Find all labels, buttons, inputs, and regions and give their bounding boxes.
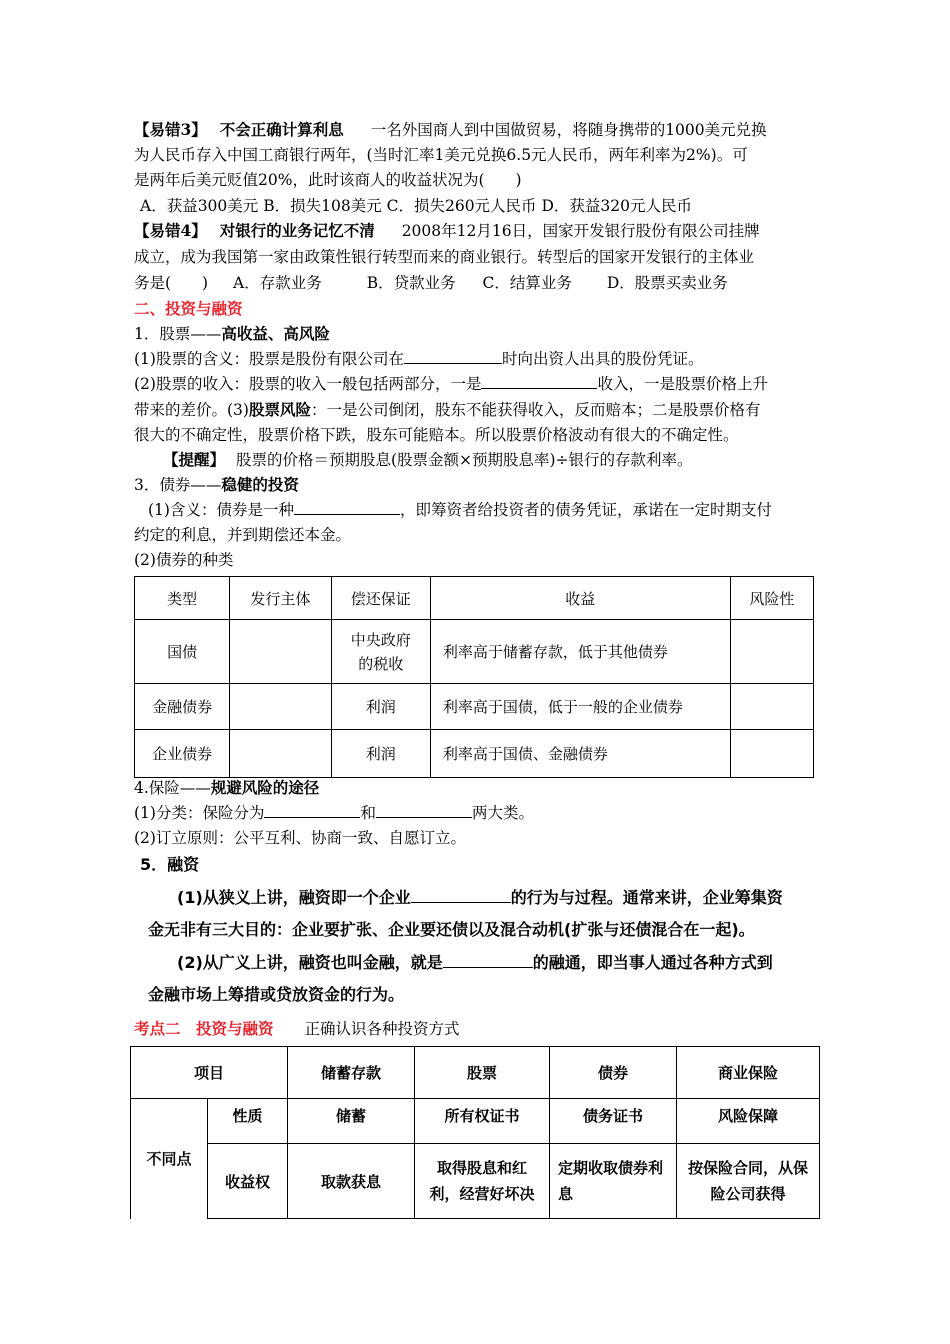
stock-income-tail: 收入，一是股票价格上升 bbox=[597, 375, 768, 393]
insurance-title-bold: 规避风险的途径 bbox=[210, 778, 320, 797]
insurance-title-lead: 4.保险—— bbox=[134, 779, 211, 797]
row-label: 收益权 bbox=[208, 1144, 288, 1219]
q4-option-b: B．贷款业务 bbox=[366, 274, 456, 292]
header-cell: 发行主体 bbox=[230, 577, 331, 620]
cell-income: 利率高于国债、金融债券 bbox=[430, 730, 730, 778]
insurance-class-mid: 和 bbox=[360, 804, 376, 822]
bond-title bbox=[134, 473, 299, 497]
header-cell: 储蓄存款 bbox=[288, 1047, 415, 1099]
q3-line2: 为人民币存入中国工商银行两年，(当时汇率1美元兑换6.5元人民币，两年利率为2%)。可 bbox=[134, 146, 748, 164]
q3-line3: 是两年后美元贬值20%，此时该商人的收益状况为( ) bbox=[134, 171, 522, 189]
header-cell: 债券 bbox=[550, 1047, 677, 1099]
stock-definition bbox=[134, 347, 703, 371]
cell-issuer bbox=[230, 620, 331, 684]
q4-option-a: A．存款业务 bbox=[233, 274, 322, 292]
insurance-title bbox=[134, 776, 319, 800]
fill-blank[interactable] bbox=[376, 803, 472, 818]
fill-blank[interactable] bbox=[404, 349, 502, 364]
group-cell: 不同点 bbox=[131, 1099, 208, 1219]
cell-risk bbox=[730, 620, 813, 684]
stock-def-tail: 时向出资人出具的股份凭证。 bbox=[501, 350, 704, 368]
header-cell: 股票 bbox=[415, 1047, 550, 1099]
insurance-principle: (2)订立原则：公平互利、协商一致、自愿订立。 bbox=[134, 829, 466, 847]
stock-risk-line2: 很大的不确定性，股票价格下跌，股东可能赔本。所以股票价格波动有很大的不确定性。 bbox=[134, 426, 739, 444]
finance-narrow-tail: 的行为与过程。通常来讲，企业筹集资 bbox=[510, 888, 783, 907]
bond-definition bbox=[148, 498, 772, 522]
bond-def-lead: (1)含义：债券是一种 bbox=[148, 501, 294, 519]
table-header-row bbox=[135, 577, 814, 620]
kaodian-tag: 考点二 投资与融资 bbox=[134, 1019, 274, 1038]
tip-line bbox=[163, 448, 693, 472]
cell-issuer bbox=[230, 730, 331, 778]
table-header-row bbox=[131, 1047, 820, 1099]
fill-blank[interactable] bbox=[294, 500, 400, 515]
row-label: 性质 bbox=[208, 1099, 288, 1144]
cell-insurance: 风险保障 bbox=[677, 1099, 820, 1144]
cell-type: 企业债券 bbox=[135, 730, 230, 778]
header-cell: 类型 bbox=[135, 577, 230, 620]
stock-title-bold: 高收益、高风险 bbox=[221, 324, 330, 343]
header-cell: 商业保险 bbox=[677, 1047, 820, 1099]
q4-line2: 成立，成为我国第一家由政策性银行转型而来的商业银行。转型后的国家开发银行的主体业 bbox=[134, 248, 755, 266]
finance-title: 5．融资 bbox=[140, 855, 200, 874]
finance-narrow-line2: 金无非有三大目的：企业要扩张、企业要还债以及混合动机(扩张与还债混合在一起)。 bbox=[148, 920, 755, 939]
stock-def-lead: (1)股票的含义：股票是股份有限公司在 bbox=[134, 350, 404, 368]
cell-bond: 债务证书 bbox=[550, 1099, 677, 1144]
header-cell: 偿还保证 bbox=[331, 577, 430, 620]
table-row bbox=[131, 1144, 820, 1219]
tip-text: 股票的价格＝预期股息(股票金额×预期股息率)÷银行的存款利率。 bbox=[235, 451, 693, 469]
insurance-class bbox=[134, 801, 534, 825]
q3-text: 一名外国商人到中国做贸易，将随身携带的1000美元兑换 bbox=[370, 121, 767, 139]
header-cell: 收益 bbox=[430, 577, 730, 620]
q3-topic: 不会正确计算利息 bbox=[219, 120, 344, 139]
cell-savings: 储蓄 bbox=[288, 1099, 415, 1144]
stock-risk bbox=[134, 398, 761, 422]
finance-broad-lead: (2)从广义上讲，融资也叫金融，就是 bbox=[177, 953, 443, 972]
cell-type: 国债 bbox=[135, 620, 230, 684]
cell-guarantee: 中央政府的税收 bbox=[331, 620, 430, 684]
cell-income: 利率高于储蓄存款，低于其他债券 bbox=[430, 620, 730, 684]
fill-blank[interactable] bbox=[443, 953, 533, 968]
cell-stock: 取得股息和红利，经营好坏决 bbox=[415, 1144, 550, 1219]
cell-guarantee: 利润 bbox=[331, 730, 430, 778]
cell-type: 金融债券 bbox=[135, 684, 230, 730]
cell-stock: 所有权证书 bbox=[415, 1099, 550, 1144]
q3-tag: 【易错3】 bbox=[134, 120, 207, 139]
finance-broad-tail: 的融通，即当事人通过各种方式到 bbox=[532, 953, 773, 972]
finance-narrow bbox=[177, 886, 783, 910]
table-row bbox=[135, 684, 814, 730]
header-cell: 风险性 bbox=[730, 577, 813, 620]
q3-line1 bbox=[134, 118, 767, 142]
cell-bond: 定期收取债券利息 bbox=[550, 1144, 677, 1219]
finance-broad-line2: 金融市场上筹措或贷放资金的行为。 bbox=[148, 985, 405, 1004]
q4-tag: 【易错4】 bbox=[134, 221, 207, 240]
stock-title bbox=[134, 322, 330, 346]
fill-blank[interactable] bbox=[411, 888, 511, 903]
cell-savings: 取款获息 bbox=[288, 1144, 415, 1219]
finance-narrow-lead: (1)从狭义上讲，融资即一个企业 bbox=[177, 888, 411, 907]
stock-income bbox=[134, 372, 768, 396]
fill-blank[interactable] bbox=[264, 803, 360, 818]
cell-income: 利率高于国债，低于一般的企业债券 bbox=[430, 684, 730, 730]
header-cell: 项目 bbox=[131, 1047, 288, 1099]
stock-income-lead: (2)股票的收入：股票的收入一般包括两部分，一是 bbox=[134, 375, 482, 393]
bond-table bbox=[134, 576, 814, 778]
bond-kinds: (2)债券的种类 bbox=[134, 551, 234, 569]
q4-option-c: C．结算业务 bbox=[482, 274, 572, 292]
kaodian-text: 正确认识各种投资方式 bbox=[304, 1020, 460, 1038]
insurance-class-lead: (1)分类：保险分为 bbox=[134, 804, 265, 822]
cell-issuer bbox=[230, 684, 331, 730]
stock-title-lead: 1．股票—— bbox=[134, 325, 222, 343]
kaodian-line bbox=[134, 1017, 459, 1041]
tip-tag: 【提醒】 bbox=[163, 450, 226, 469]
table-row bbox=[135, 620, 814, 684]
q4-line3 bbox=[134, 271, 728, 295]
risk-lead: 带来的差价。(3) bbox=[134, 401, 249, 419]
q4-text: 2008年12月16日，国家开发银行股份有限公司挂牌 bbox=[401, 222, 760, 240]
insurance-class-tail: 两大类。 bbox=[471, 804, 534, 822]
cell-insurance: 按保险合同，从保险公司获得 bbox=[677, 1144, 820, 1219]
bond-title-lead: 3．债券—— bbox=[134, 476, 222, 494]
risk-bold: 股票风险 bbox=[248, 400, 311, 419]
invest-table bbox=[130, 1046, 820, 1219]
cell-risk bbox=[730, 730, 813, 778]
bond-def-tail: ，即筹资者给投资者的债务凭证，承诺在一定时期支付 bbox=[399, 501, 772, 519]
q4-line1 bbox=[134, 219, 760, 243]
table-row bbox=[135, 730, 814, 778]
bond-def-line2: 约定的利息，并到期偿还本金。 bbox=[134, 526, 352, 544]
cell-guarantee: 利润 bbox=[331, 684, 430, 730]
finance-broad bbox=[177, 951, 773, 975]
q4-topic: 对银行的业务记忆不清 bbox=[219, 221, 375, 240]
q4-lead: 务是( ) bbox=[134, 274, 209, 292]
section2-heading: 二、投资与融资 bbox=[134, 299, 243, 318]
risk-tail: ：一是公司倒闭，股东不能获得收入，反而赔本；二是股票价格有 bbox=[310, 401, 761, 419]
fill-blank[interactable] bbox=[481, 374, 597, 389]
cell-risk bbox=[730, 684, 813, 730]
q4-option-d: D．股票买卖业务 bbox=[606, 274, 728, 292]
bond-title-bold: 稳健的投资 bbox=[221, 475, 299, 494]
q3-options: A．获益300美元 B．损失108美元 C．损失260元人民币 D．获益320元人民币 bbox=[140, 197, 692, 215]
table-row bbox=[131, 1099, 820, 1144]
